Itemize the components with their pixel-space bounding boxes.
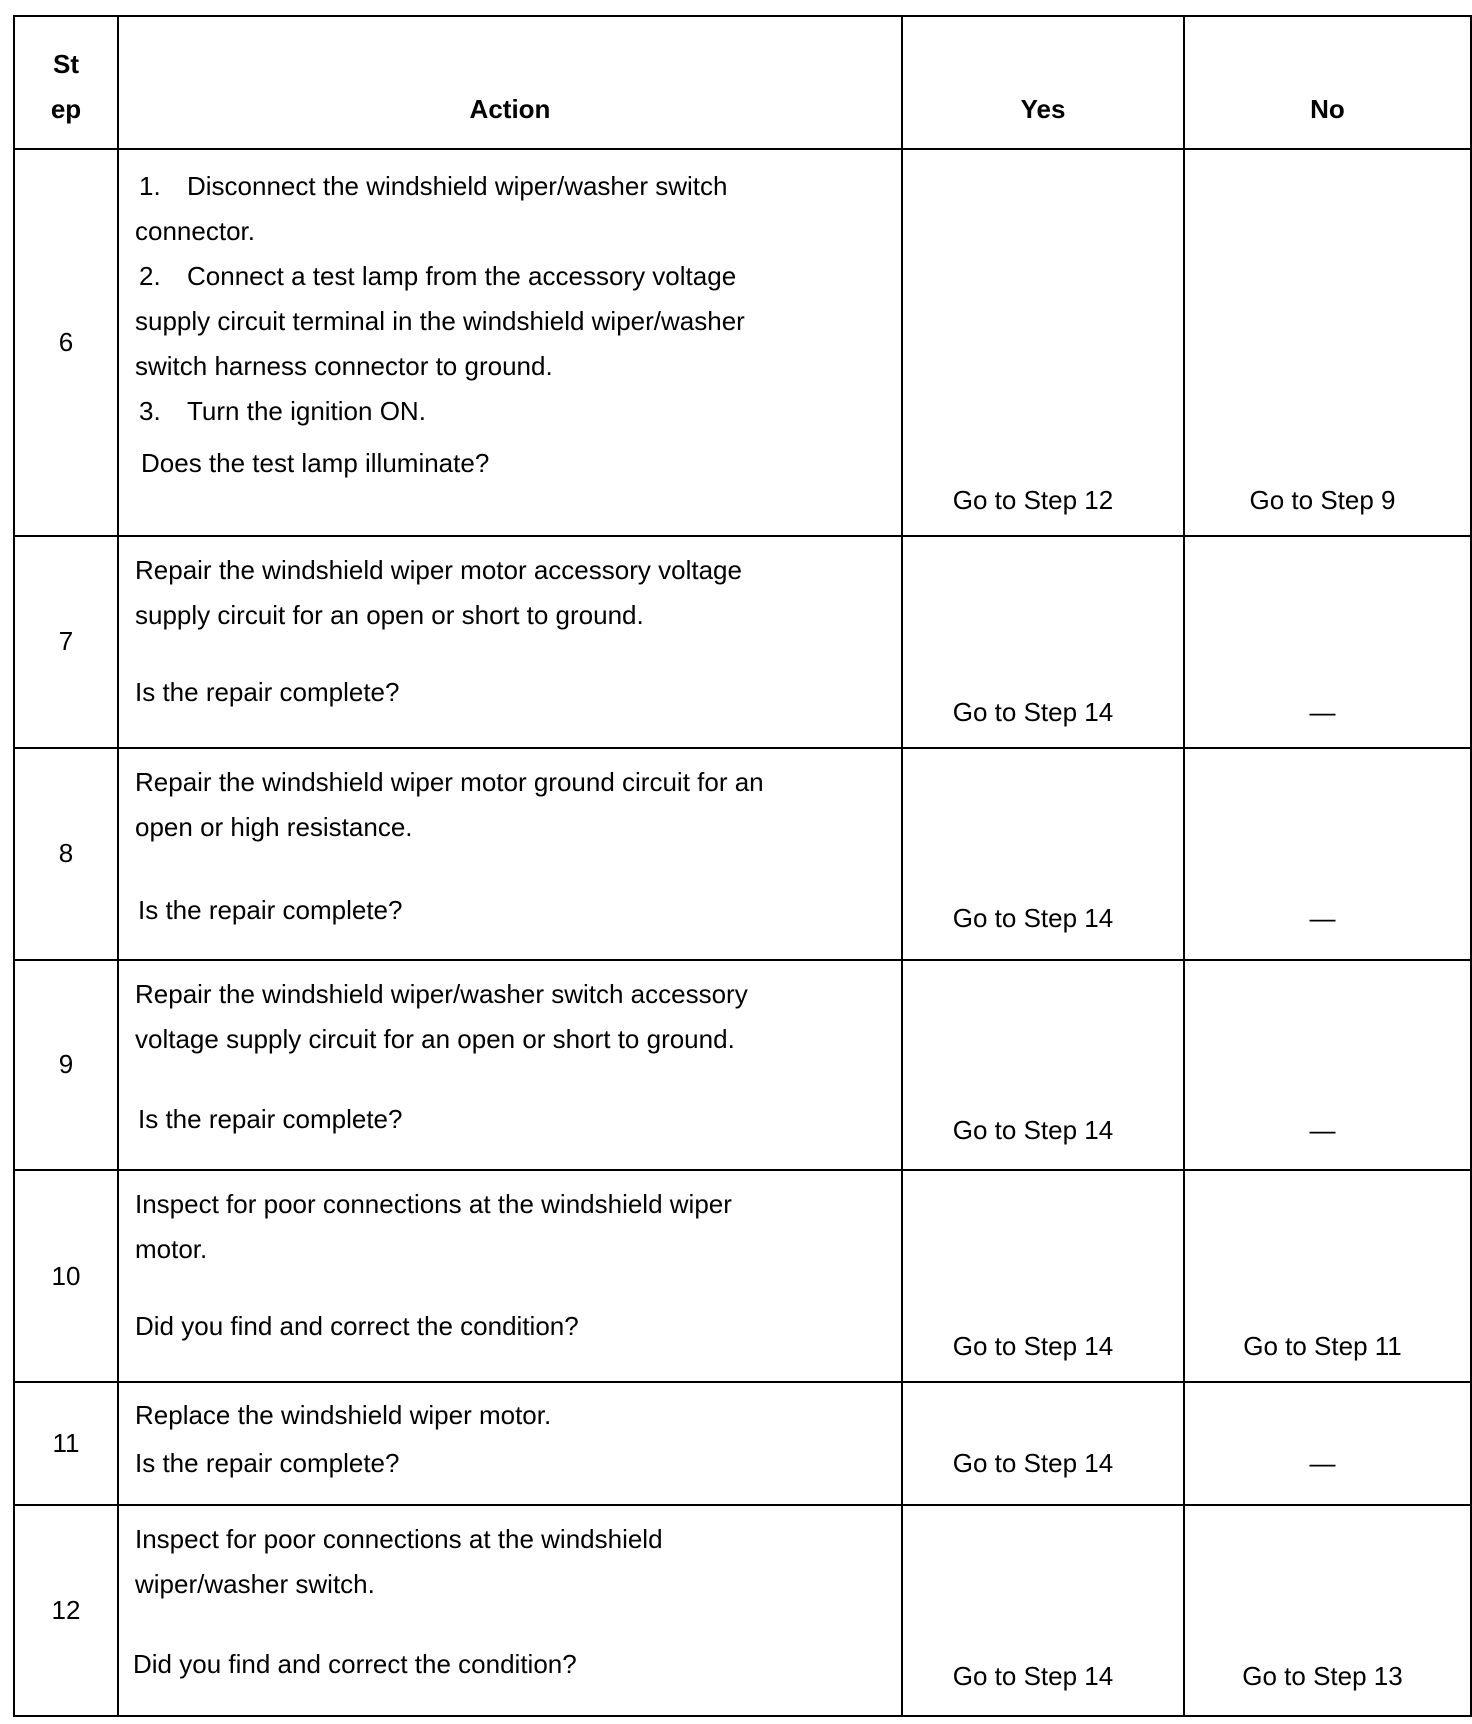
action-line: supply circuit for an open or short to ground. xyxy=(135,599,644,630)
no-cell: — xyxy=(1184,748,1471,960)
action-line: Repair the windshield wiper motor ground circuit for an xyxy=(135,766,764,797)
action-cell xyxy=(118,1505,902,1716)
action-list-continuation: connector. xyxy=(135,216,255,246)
action-line: wiper/washer switch. xyxy=(135,1569,375,1600)
action-line: Replace the windshield wiper motor. xyxy=(135,1400,552,1431)
action-list-item: 2. Connect a test lamp from the accessory voltage xyxy=(139,261,737,291)
action-list-item: 3. Turn the ignition ON. xyxy=(139,396,426,426)
step-number: 12 xyxy=(14,1505,118,1716)
action-line: voltage supply circuit for an open or short to ground. xyxy=(135,1023,735,1054)
action-cell xyxy=(118,149,902,536)
action-list-continuation: switch harness connector to ground. xyxy=(135,351,553,381)
step-number: 6 xyxy=(14,149,118,536)
yes-cell: Go to Step 14 xyxy=(902,748,1184,960)
table-row xyxy=(14,536,1471,748)
no-cell: Go to Step 13 xyxy=(1184,1505,1471,1716)
step-number: 7 xyxy=(14,536,118,748)
action-question: Did you find and correct the condition? xyxy=(133,1649,577,1680)
header-no: No xyxy=(1184,16,1471,149)
table-row xyxy=(14,748,1471,960)
action-list-continuation: supply circuit terminal in the windshield wiper/washer xyxy=(135,306,745,336)
header-step: St ep xyxy=(14,16,118,149)
yes-cell: Go to Step 12 xyxy=(902,149,1184,536)
action-question: Is the repair complete? xyxy=(138,1103,403,1134)
action-line: Repair the windshield wiper/washer switch accessory xyxy=(135,978,748,1009)
no-cell: Go to Step 11 xyxy=(1184,1170,1471,1382)
action-line: Inspect for poor connections at the windshield xyxy=(135,1524,663,1555)
action-list-item: 1. Disconnect the windshield wiper/washer switch xyxy=(139,171,728,201)
no-cell: — xyxy=(1184,960,1471,1171)
action-cell xyxy=(118,1170,902,1382)
action-question: Is the repair complete? xyxy=(135,676,400,707)
action-question: Is the repair complete? xyxy=(135,1448,400,1479)
action-question: Is the repair complete? xyxy=(138,894,403,925)
action-cell xyxy=(118,960,902,1171)
yes-cell: Go to Step 14 xyxy=(902,1382,1184,1505)
no-cell: — xyxy=(1184,536,1471,748)
action-cell xyxy=(118,1382,902,1505)
table-row xyxy=(14,1382,1471,1505)
action-cell xyxy=(118,536,902,748)
table-row xyxy=(14,149,1471,536)
action-question: Did you find and correct the condition? xyxy=(135,1311,579,1342)
no-cell: Go to Step 9 xyxy=(1184,149,1471,536)
step-number: 9 xyxy=(14,960,118,1171)
table-row xyxy=(14,1505,1471,1716)
diagnostic-steps-table xyxy=(13,15,1472,1717)
header-action: Action xyxy=(118,16,902,149)
action-line: Repair the windshield wiper motor accessory voltage xyxy=(135,554,742,585)
step-number: 8 xyxy=(14,748,118,960)
table-row xyxy=(14,1170,1471,1382)
step-number: 10 xyxy=(14,1170,118,1382)
action-line: Inspect for poor connections at the windshield wiper xyxy=(135,1189,732,1220)
yes-cell: Go to Step 14 xyxy=(902,536,1184,748)
header-yes: Yes xyxy=(902,16,1184,149)
action-line: open or high resistance. xyxy=(135,811,413,842)
action-line: motor. xyxy=(135,1234,208,1265)
header-row xyxy=(14,16,1471,149)
yes-cell: Go to Step 14 xyxy=(902,1170,1184,1382)
action-cell xyxy=(118,748,902,960)
step-number: 11 xyxy=(14,1382,118,1505)
yes-cell: Go to Step 14 xyxy=(902,960,1184,1171)
no-cell: — xyxy=(1184,1382,1471,1505)
yes-cell: Go to Step 14 xyxy=(902,1505,1184,1716)
table-row xyxy=(14,960,1471,1171)
action-question: Does the test lamp illuminate? xyxy=(141,448,490,478)
